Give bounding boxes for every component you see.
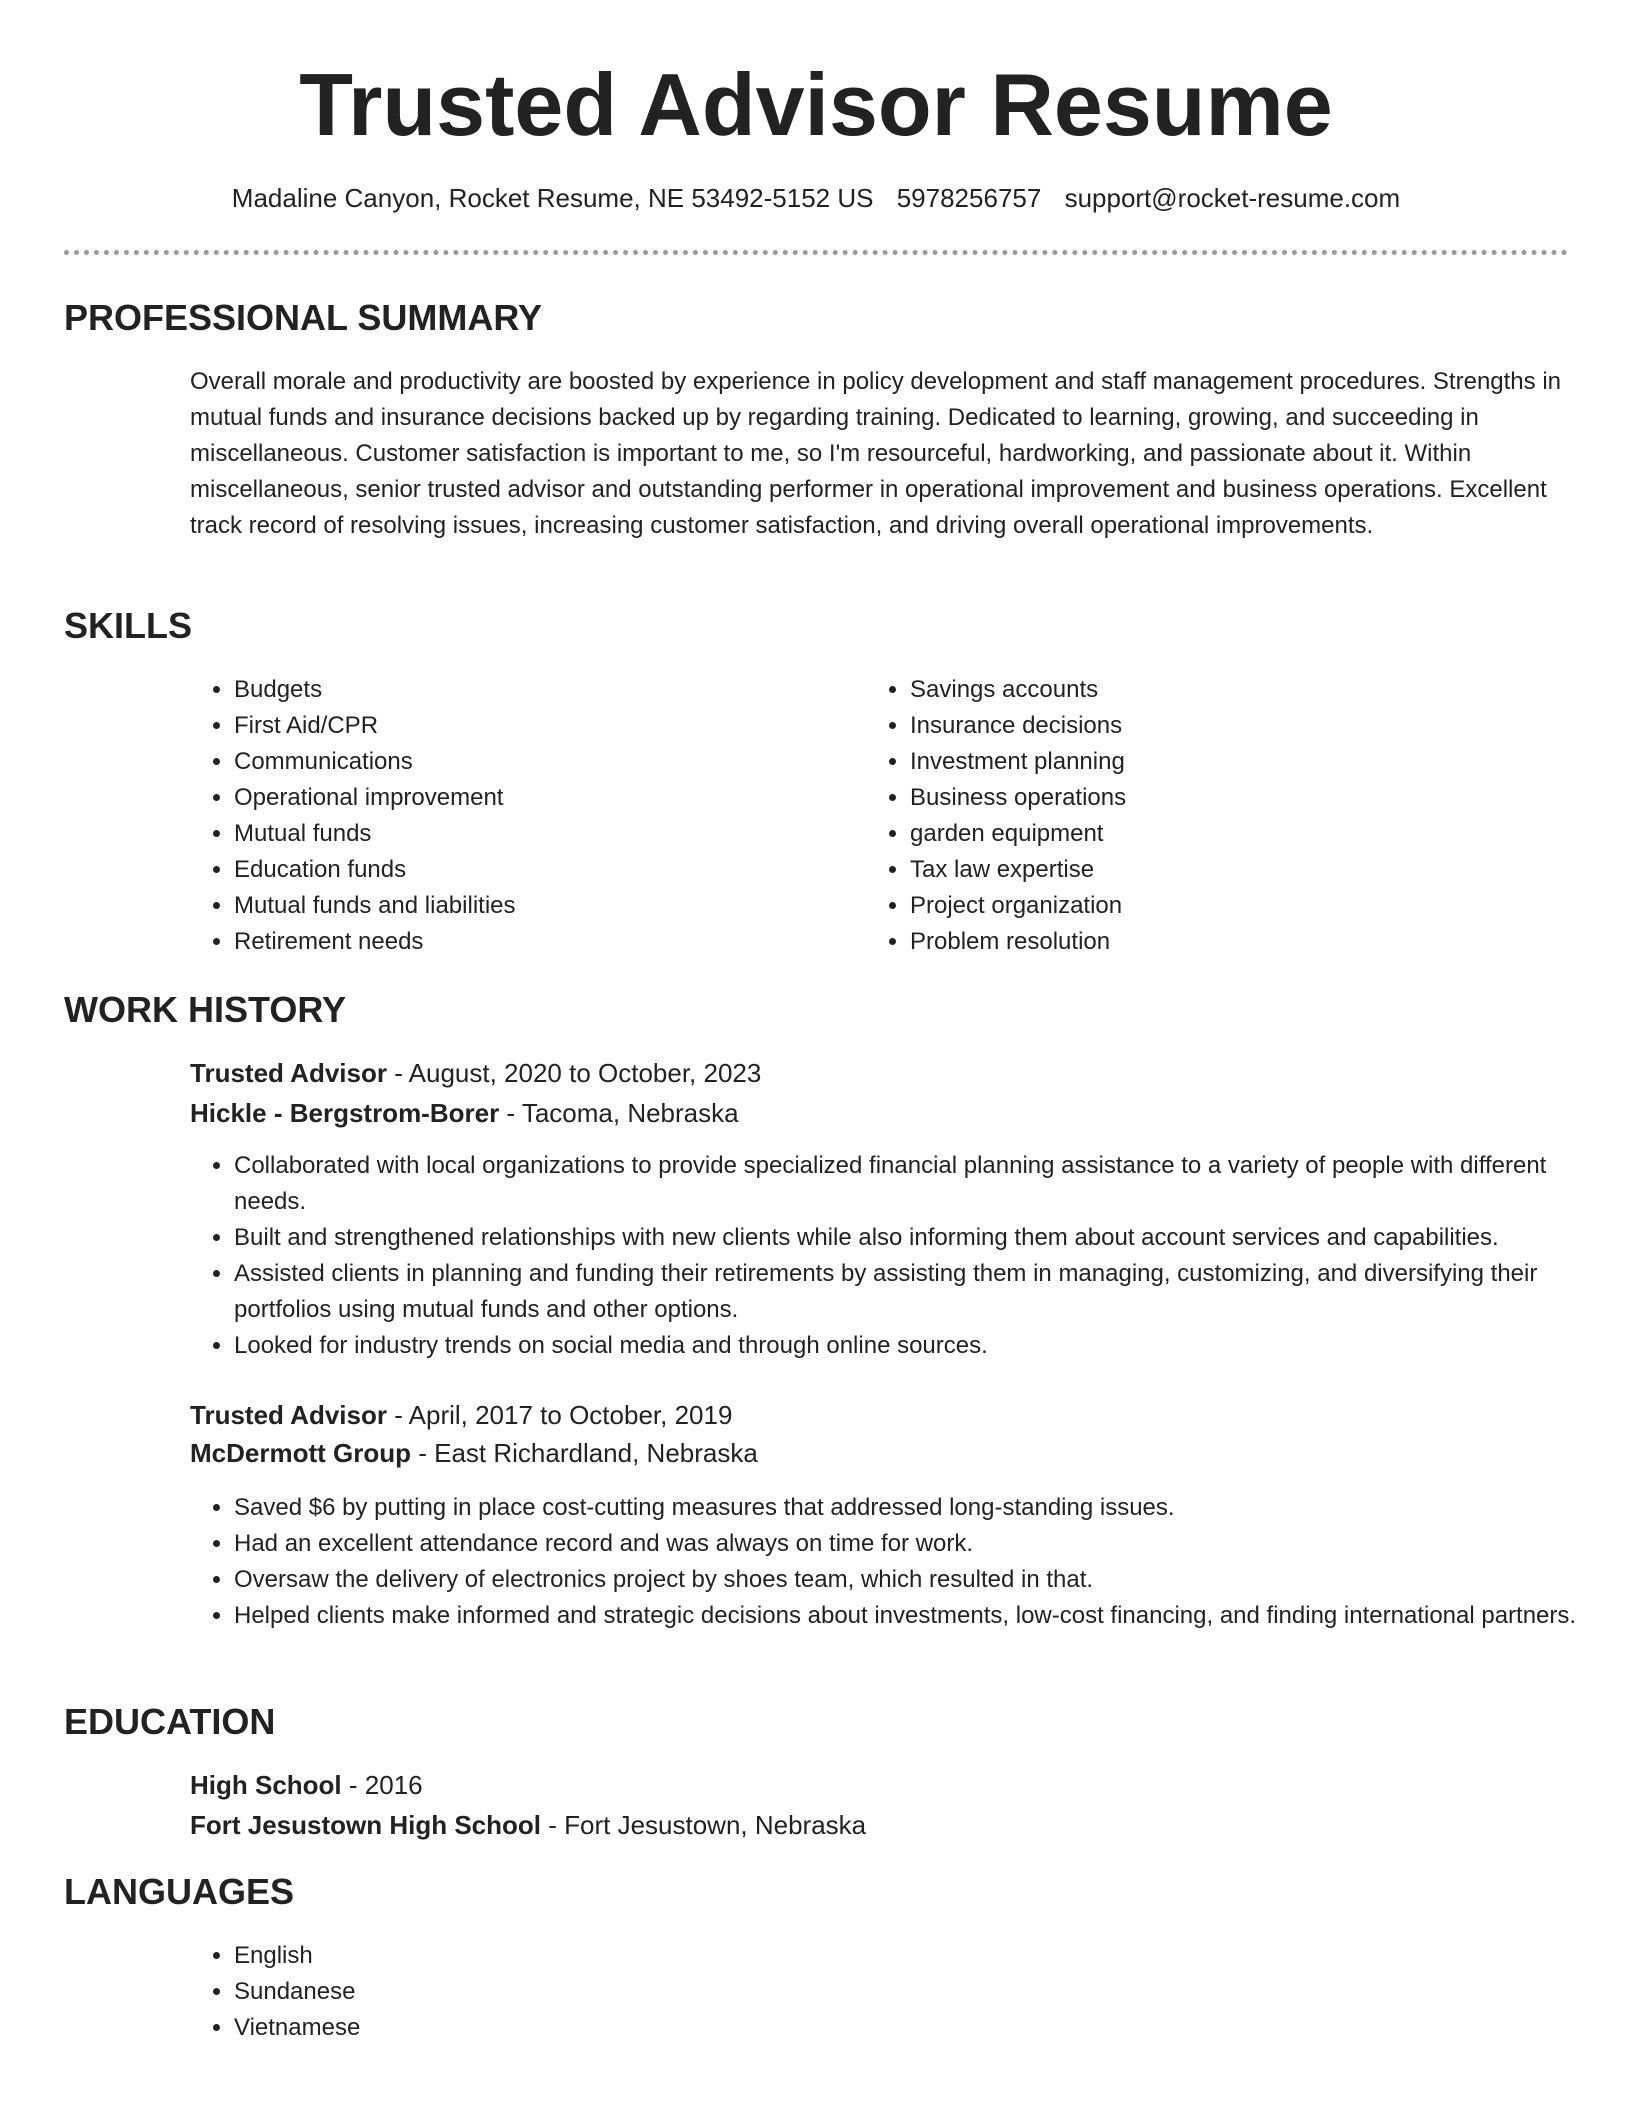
list-item: • First Aid/CPR [234, 708, 834, 744]
job-1-bullets [190, 1148, 1604, 1364]
list-item: • Savings accounts [910, 672, 1510, 708]
skills-heading: SKILLS [64, 605, 193, 646]
job-1-company: Hickle - Bergstrom-Borer [190, 1098, 500, 1128]
job-2-bullets [190, 1490, 1604, 1634]
work-heading: WORK HISTORY [64, 989, 347, 1030]
list-item: • Helped clients make informed and strategic decisions about investments, low-cost financing, and finding international partners. [234, 1598, 1604, 1634]
contact-address: Madaline Canyon, Rocket Resume, NE 53492-5152 US [231, 183, 874, 213]
list-item: • Built and strengthened relationships with new clients while also informing them about account services and capabilities. [234, 1220, 1604, 1256]
job-2-title: Trusted Advisor [190, 1400, 387, 1430]
list-item: • Mutual funds [234, 816, 834, 852]
list-item: • Business operations [910, 780, 1510, 816]
list-item: • Budgets [234, 672, 834, 708]
job-2-company: McDermott Group [190, 1438, 411, 1468]
list-item: • Insurance decisions [910, 708, 1510, 744]
list-item: • Operational improvement [234, 780, 834, 816]
list-item: • Vietnamese [234, 2010, 834, 2046]
contact-email: support@rocket-resume.com [1064, 183, 1401, 213]
job-1-title-line [190, 1054, 1570, 1092]
job-1-location: - Tacoma, Nebraska [499, 1098, 739, 1128]
job-1-dates: - August, 2020 to October, 2023 [386, 1058, 762, 1088]
list-item: • Communications [234, 744, 834, 780]
header-divider [64, 250, 1568, 255]
list-item: • Looked for industry trends on social media and through online sources. [234, 1328, 1604, 1364]
list-item: • Collaborated with local organizations to provide specialized financial planning assistance to a variety of people with different needs. [234, 1148, 1604, 1220]
education-year: - 2016 [341, 1770, 423, 1800]
job-1-company-line [190, 1094, 1570, 1132]
list-item: • Investment planning [910, 744, 1510, 780]
resume-title: Trusted Advisor Resume [299, 55, 1333, 154]
job-2-title-line [190, 1396, 1570, 1434]
contact-phone: 5978256757 [896, 183, 1042, 213]
list-item: • Problem resolution [910, 924, 1510, 960]
education-degree: High School [190, 1770, 342, 1800]
list-item: • garden equipment [910, 816, 1510, 852]
education-school-line [190, 1806, 1570, 1844]
job-2-location: - East Richardland, Nebraska [411, 1438, 758, 1468]
education-heading: EDUCATION [64, 1701, 276, 1742]
job-1-title: Trusted Advisor [190, 1058, 387, 1088]
list-item: • English [234, 1938, 834, 1974]
list-item: • Retirement needs [234, 924, 834, 960]
contact-line [0, 180, 1632, 216]
list-item: • Project organization [910, 888, 1510, 924]
list-item: • Saved $6 by putting in place cost-cutting measures that addressed long-standing issues. [234, 1490, 1604, 1526]
skills-list-right [866, 672, 1510, 960]
list-item: • Education funds [234, 852, 834, 888]
languages-list [190, 1938, 834, 2046]
list-item: • Oversaw the delivery of electronics project by shoes team, which resulted in that. [234, 1562, 1604, 1598]
skills-list-left [190, 672, 834, 960]
education-degree-line [190, 1766, 1570, 1804]
summary-text: Overall morale and productivity are boosted by experience in policy development and staff management procedures. Strengths in mutual funds and insurance decisions backed up by regarding training. Dedicated to learning, growing, and succeeding in miscellaneous. Customer satisfaction is important to me, so I'm resourceful, hardworking, and passionate about it. Within miscellaneous, senior trusted advisor and outstanding performer in operational improvement and business operations. Excellent track record of resolving issues, increasing customer satisfaction, and driving overall operational improvements. [190, 368, 1561, 539]
languages-heading: LANGUAGES [64, 1871, 295, 1912]
education-school: Fort Jesustown High School [190, 1810, 542, 1840]
job-2-dates: - April, 2017 to October, 2019 [386, 1400, 733, 1430]
summary-heading: PROFESSIONAL SUMMARY [64, 297, 543, 338]
job-2-company-line [190, 1434, 1570, 1472]
education-location: - Fort Jesustown, Nebraska [541, 1810, 867, 1840]
list-item: • Mutual funds and liabilities [234, 888, 834, 924]
list-item: • Assisted clients in planning and funding their retirements by assisting them in managing, customizing, and diversifying their portfolios using mutual funds and other options. [234, 1256, 1604, 1328]
list-item: • Tax law expertise [910, 852, 1510, 888]
list-item: • Had an excellent attendance record and was always on time for work. [234, 1526, 1604, 1562]
list-item: • Sundanese [234, 1974, 834, 2010]
